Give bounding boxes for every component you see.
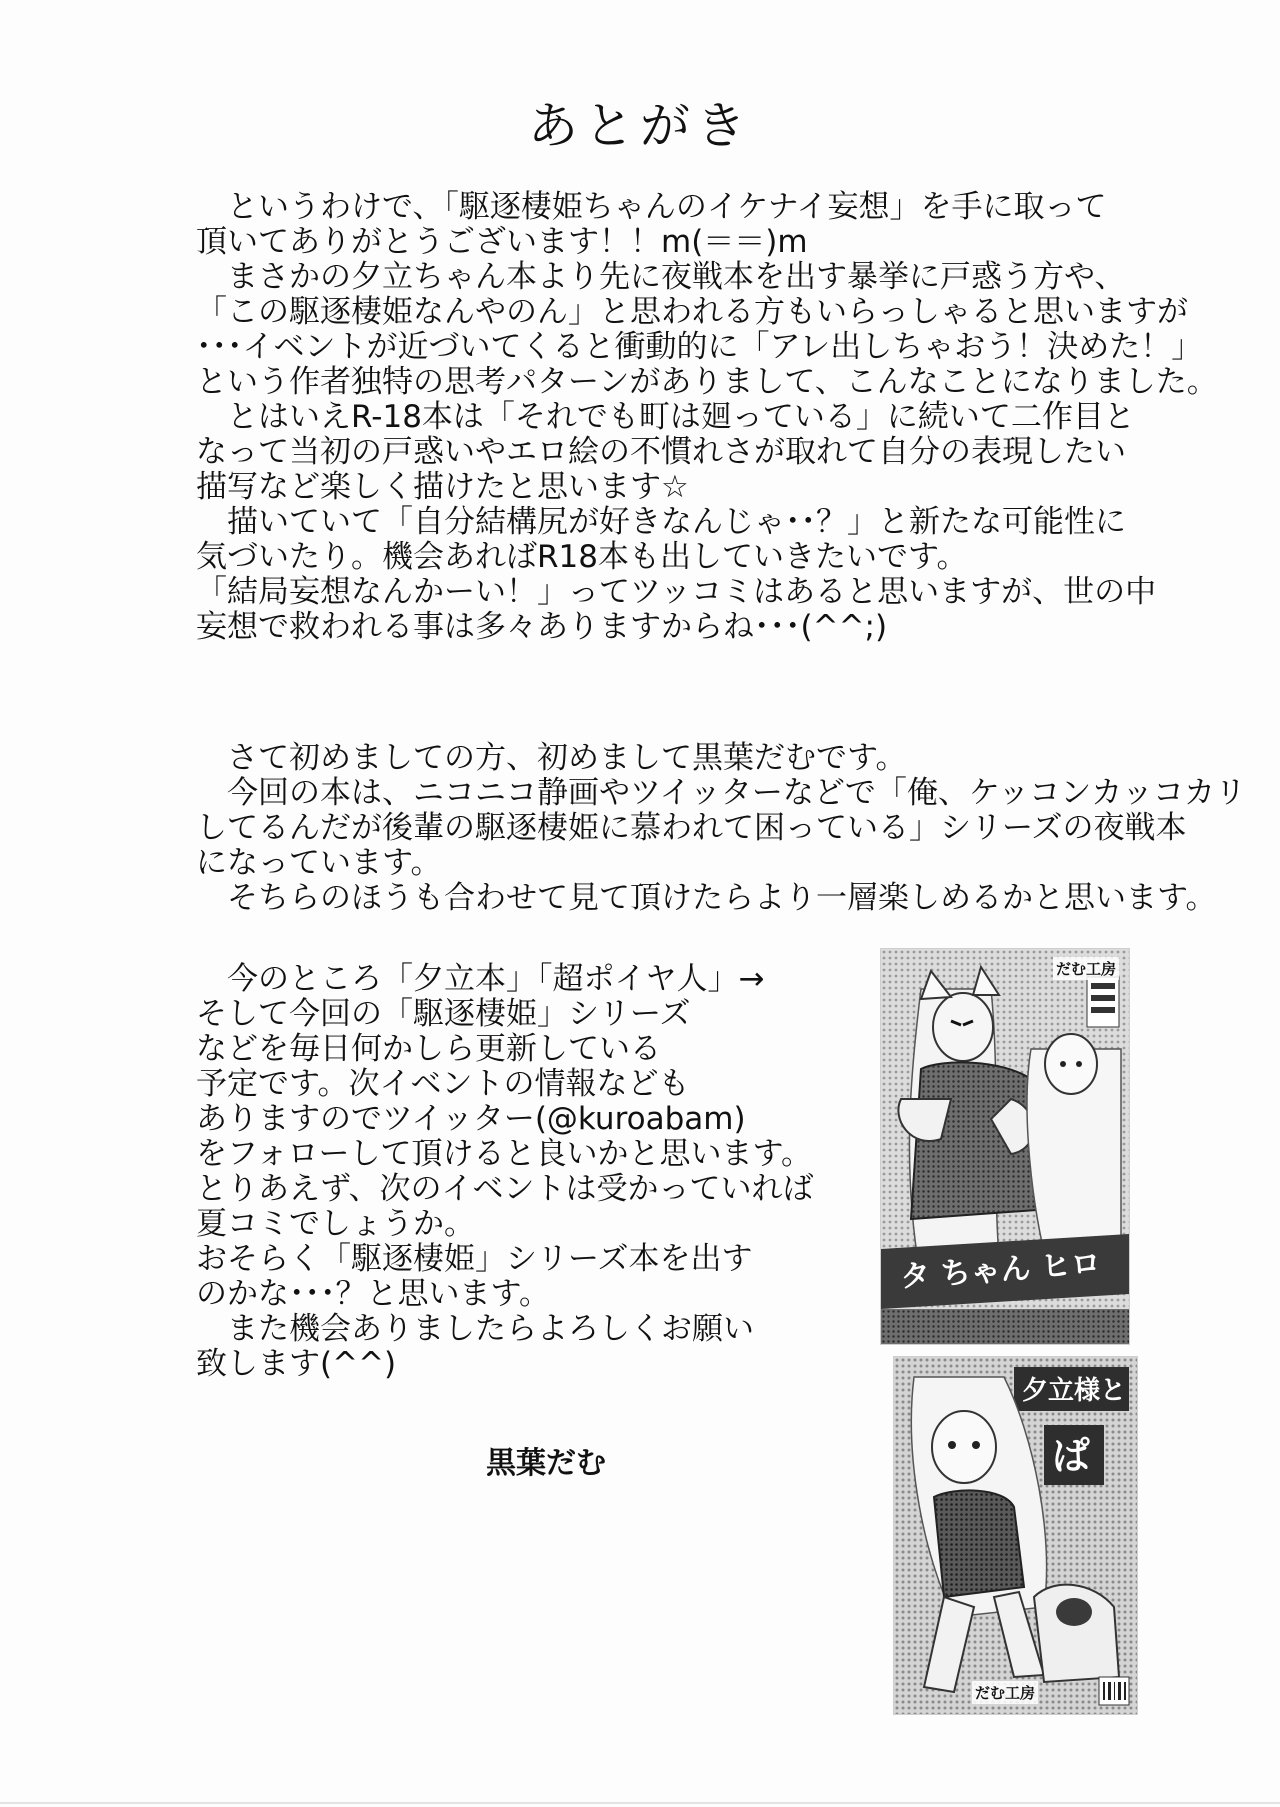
cover-publisher-label: だむ工房 [972,1681,1038,1704]
page-edge-divider [0,1802,1280,1804]
text-line: まさかの夕立ちゃん本より先に夜戦本を出す暴挙に戸惑う方や、 [196,259,1126,295]
text-line: なって当初の戸惑いやエロ絵の不慣れさが取れて自分の表現したい [196,434,1126,470]
text-line: 今回の本は、ニコニコ静画やツイッターなどで「俺、ケッコンカッコカリ [196,775,1246,811]
text-line: 気づいたり。機会あればR18本も出していきたいです。 [196,539,968,575]
book-cover-illustration-icon [894,1357,1137,1714]
text-line: 描写など楽しく描けたと思います☆ [196,469,689,505]
text-line: そして今回の「駆逐棲姫」シリーズ [196,996,691,1032]
text-line: 「結局妄想なんかーい！」ってツッコミはあると思いますが、世の中 [196,574,1157,610]
svg-text:タ ちゃん ヒロ: タ ちゃん ヒロ [899,1246,1102,1295]
text-line: また機会ありましたらよろしくお願い [196,1311,754,1347]
text-line: 今のところ「夕立本」「超ポイヤ人」→ [196,961,765,997]
text-line: 夏コミでしょうか。 [196,1206,475,1242]
afterword-paragraph-2 [196,741,1256,916]
text-line: とはいえR-18本は「それでも町は廻っている」に続いて二作目と [196,399,1135,435]
text-line: 頂いてありがとうございます！！m(＝＝)m [196,224,808,260]
text-line: 予定です。次イベントの情報なども [196,1066,690,1102]
text-line: というわけで、「駆逐棲姫ちゃんのイケナイ妄想」を手に取って [196,189,1107,225]
text-line: ありますのでツイッター(@kuroabam) [196,1101,746,1137]
author-signature: 黒葉だむ [486,1446,606,1481]
text-line: さて初めましての方、初めまして黒葉だむです。 [196,740,907,776]
book-cover-illustration-icon [881,949,1129,1344]
svg-text:ぱ: ぱ [1052,1434,1091,1478]
text-line: おそらく「駆逐棲姫」シリーズ本を出す [196,1241,753,1277]
book-cover-1 [880,948,1130,1345]
text-line: という作者独特の思考パターンがありまして、こんなことになりました。 [196,364,1218,400]
svg-text:夕立様と: 夕立様と [1022,1376,1127,1406]
text-line: になっています。 [196,845,442,881]
afterword-paragraph-3 [196,962,856,1382]
text-line: をフォローして頂けると良いかと思います。 [196,1136,812,1172]
text-line: のかな･･･？と思います。 [196,1276,551,1312]
text-line: そちらのほうも合わせて見て頂けたらより一層楽しめるかと思います。 [196,880,1217,916]
book-cover-2 [893,1356,1138,1715]
text-line: 描いていて「自分結構尻が好きなんじゃ･･？」と新たな可能性に [196,504,1126,540]
text-line: 「この駆逐棲姫なんやのん」と思われる方もいらっしゃると思いますが [196,294,1188,330]
text-line: ･･･イベントが近づいてくると衝動的に「アレ出しちゃおう！決めた！」 [196,329,1203,365]
text-line: とりあえず、次のイベントは受かっていれば [196,1171,814,1207]
page-title: あとがき [528,97,752,155]
text-line: してるんだが後輩の駆逐棲姫に慕われて困っている」シリーズの夜戦本 [196,810,1187,846]
text-line: 致します(^^) [196,1346,397,1382]
afterword-paragraph-1 [196,190,1256,645]
text-line: 妄想で救われる事は多々ありますからね･･･(^^;) [196,609,888,645]
cover-publisher-label: だむ工房 [1053,957,1119,980]
text-line: などを毎日何かしら更新している [196,1031,661,1067]
